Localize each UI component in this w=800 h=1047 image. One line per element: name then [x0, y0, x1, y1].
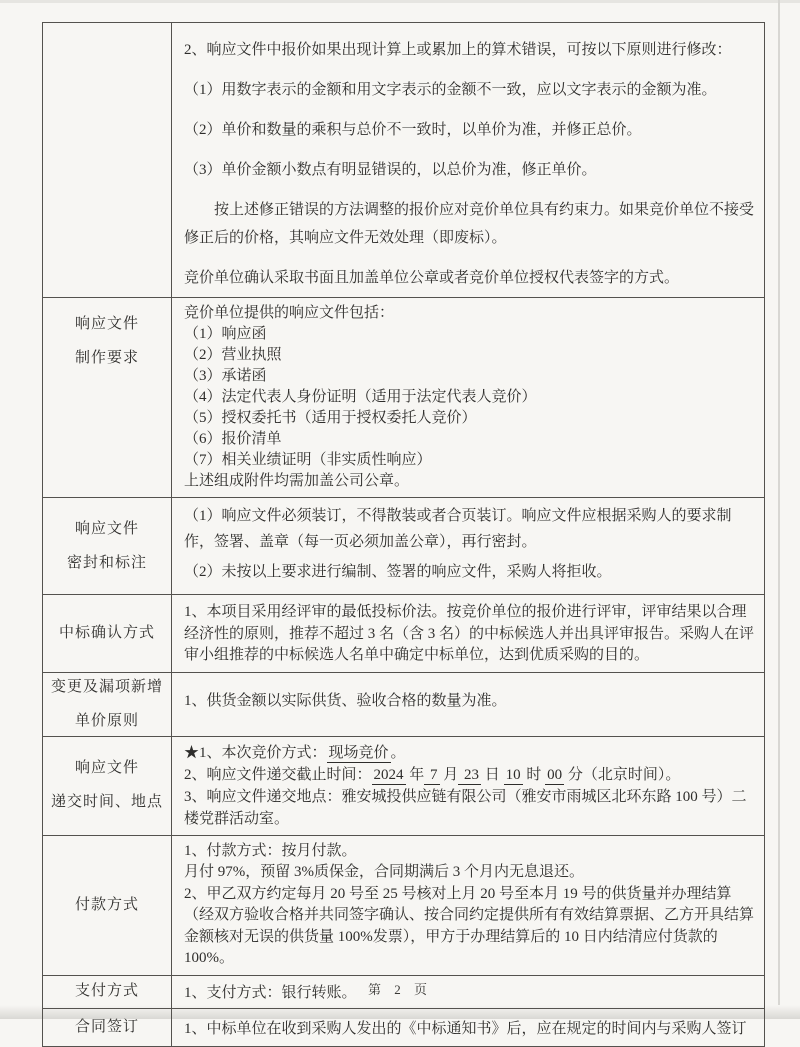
row-content-cell — [172, 1008, 765, 1046]
paragraph: 竞价单位确认采取书面且加盖单位公章或者竞价单位授权代表签字的方式。 — [184, 270, 680, 286]
list-item: （5）授权委托书（适用于授权委托人竞价） — [184, 410, 477, 426]
row-label-line: 单价原则 — [74, 712, 139, 729]
row-content-cell — [172, 835, 765, 975]
paragraph: 月付 97%，预留 3%质保金，合同期满后 3 个月内无息退还。 — [184, 864, 584, 880]
paragraph: （3）单价金额小数点有明显错误的，以总价为准，修正单价。 — [184, 162, 597, 178]
deadline-day-unit: 日 — [481, 766, 504, 783]
paragraph: 1、中标单位在收到采购人发出的《中标通知书》后，应在规定的时间内与采购人签订 — [184, 1020, 747, 1037]
row-label-line: 递交时间、地点 — [50, 794, 163, 810]
table-row-contract-signing — [43, 1008, 765, 1046]
row-label-cell — [43, 595, 172, 673]
row-label-line: 变更及漏项新增 — [50, 678, 163, 695]
row-label-cell — [43, 1008, 172, 1046]
deadline-month: 7 — [426, 766, 438, 783]
row-content-cell — [172, 595, 765, 673]
row-label-cell — [43, 835, 172, 975]
submission-location-line: 3、响应文件递交地点：雅安城投供应链有限公司（雅安市雨城区北环东路 100 号）二楼党群活动室。 — [184, 788, 747, 827]
deadline-day: 23 — [460, 766, 480, 783]
deadline-month-unit: 月 — [439, 766, 459, 783]
row-label-line: 响应文件 — [74, 760, 139, 776]
bid-method-prefix: 1、本次竞价方式： — [199, 744, 327, 761]
requirements-table — [42, 22, 765, 1047]
paragraph: 按上述修正错误的方法调整的报价应对竞价单位具有约束力。如果竞价单位不接受修正后的价格，其响应文件无效处理（即废标）。 — [184, 202, 755, 246]
list-item: （4）法定代表人身份证明（适用于法定代表人竞价） — [184, 389, 537, 405]
row-content-cell — [172, 498, 765, 595]
row-label-line: 制作要求 — [74, 350, 139, 366]
page-number: 第 2 页 — [367, 982, 432, 997]
row-label-cell — [43, 672, 172, 736]
scan-right-page-edge — [778, 0, 780, 1019]
row-label-line: 响应文件 — [74, 520, 139, 537]
table-row-payment-terms — [43, 835, 765, 975]
row-label-cell — [43, 298, 172, 498]
row-label-line: 密封和标注 — [66, 554, 147, 571]
row-label-line: 支付方式 — [74, 983, 139, 999]
paragraph: 2、甲乙双方约定每月 20 号至 25 号核对上月 20 号至本月 19 号的供货量并办理结算（经双方验收合格并共同签字确认、按合同约定提供所有有效结算票据、乙方开具结算金额核对无误的供货量 100%发票），甲方于办理结算后的 10 日内结清应付货款的 100%。 — [184, 885, 755, 966]
row-label-line: 合同签订 — [74, 1018, 139, 1035]
paragraph: （1）响应文件必须装订，不得散装或者合页装订。响应文件应根据采购人的要求制作，签署、盖章（每一页必须加盖公章），再行密封。 — [184, 508, 732, 550]
bid-method-line — [184, 742, 754, 764]
deadline-hour-unit: 时 — [522, 766, 546, 783]
row-content-cell — [172, 298, 765, 498]
row-label-cell — [43, 736, 172, 835]
row-content-cell — [172, 23, 765, 298]
paragraph: 1、本项目采用经评审的最低投标价法。按竞价单位的报价进行评审，评审结果以合理经济性的原则，推荐不超过 3 名（含 3 名）的中标候选人并出具评审报告。采购人在评审小组推荐的中标候选人名单中确定中标单位，达到优质采购的目的。 — [184, 604, 755, 663]
table-row-response-doc-preparation — [43, 298, 765, 498]
row-content-cell — [172, 672, 765, 736]
paragraph: （1）用数字表示的金额和用文字表示的金额不一致，应以文字表示的金额为准。 — [184, 82, 717, 98]
deadline-suffix: 分（北京时间）。 — [564, 766, 681, 783]
paragraph: （2）未按以上要求进行编制、签署的响应文件，采购人将拒收。 — [184, 564, 612, 580]
submission-deadline-line — [184, 764, 754, 786]
table-row-submission-time-place — [43, 736, 765, 835]
paragraph: 2、响应文件中报价如果出现计算上或累加上的算术错误，可按以下原则进行修改： — [184, 42, 732, 58]
bid-method-suffix: 。 — [390, 744, 406, 761]
list-item: （7）相关业绩证明（非实质性响应） — [184, 452, 432, 468]
paragraph: （2）单价和数量的乘积与总价不一致时，以单价为准，并修正总价。 — [184, 122, 642, 138]
row-label-cell-empty — [43, 23, 172, 298]
deadline-prefix: 2、响应文件递交截止时间： — [184, 766, 372, 783]
paragraph: 1、供货金额以实际供货、验收合格的数量为准。 — [184, 693, 507, 709]
list-item: （6）报价清单 — [184, 431, 282, 447]
row-label-line: 响应文件 — [74, 316, 139, 332]
deadline-hour: 10 — [505, 766, 521, 783]
table-row-correction-rules — [43, 23, 765, 298]
table-row-change-omission-pricing — [43, 672, 765, 736]
paragraph: 上述组成附件均需加盖公司公章。 — [184, 473, 410, 489]
row-label-cell — [43, 498, 172, 595]
table-row-award-confirmation — [43, 595, 765, 673]
deadline-year-unit: 年 — [405, 766, 425, 783]
star-icon: ★ — [184, 744, 200, 761]
list-item: （3）承诺函 — [184, 368, 267, 384]
row-label-line: 中标确认方式 — [58, 624, 155, 641]
paragraph: 竞价单位提供的响应文件包括： — [184, 305, 395, 321]
deadline-year: 2024 — [373, 766, 404, 783]
scan-top-edge — [0, 0, 800, 3]
row-label-line: 付款方式 — [74, 896, 139, 913]
paragraph: 1、付款方式：按月付款。 — [184, 842, 357, 859]
bid-method-value: 现场竞价 — [328, 744, 389, 761]
row-content-cell — [172, 736, 765, 835]
list-item: （2）营业执照 — [184, 347, 282, 363]
paragraph: 1、支付方式：银行转账。 — [184, 985, 357, 1001]
deadline-minute: 00 — [547, 766, 563, 783]
list-item: （1）响应函 — [184, 326, 267, 342]
table-row-response-doc-sealing — [43, 498, 765, 595]
